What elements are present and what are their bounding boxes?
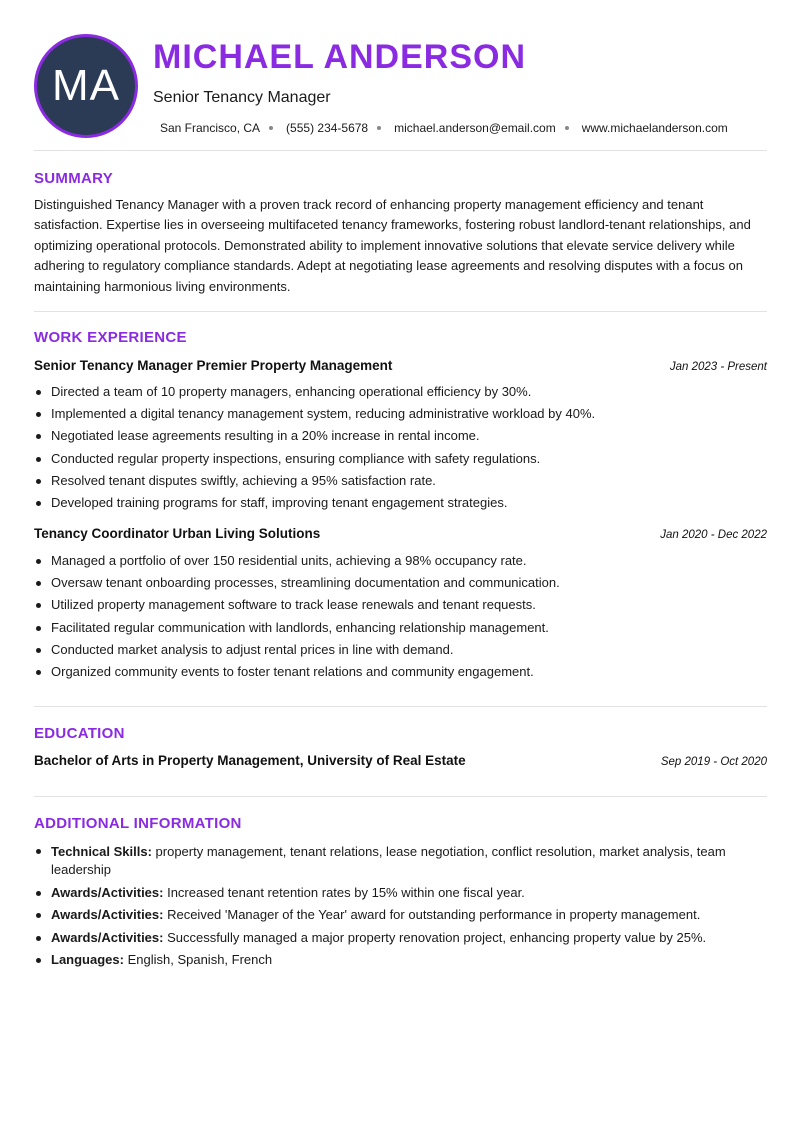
item-label: Awards/Activities: [51,885,164,901]
list-item: Managed a portfolio of over 150 residential units, achieving a 98% occupancy rate. [34,553,767,569]
item-text: Received 'Manager of the Year' award for outstanding performance in property management. [163,907,701,923]
item-text: Successfully managed a major property renovation project, enhancing property value by 25%. [163,929,707,945]
contact-location: San Francisco, CA [160,121,261,135]
list-item: Resolved tenant disputes swiftly, achieving a 95% satisfaction rate. [34,473,767,489]
divider [34,796,767,797]
job-title: Senior Tenancy Manager [153,89,331,106]
education-dates: Sep 2019 - Oct 2020 [660,756,767,768]
candidate-name: MICHAEL ANDERSON [153,38,527,76]
contact-info [160,121,728,135]
avatar: MA [34,34,138,138]
section-title-additional: ADDITIONAL INFORMATION [34,815,242,832]
separator-dot [377,126,381,130]
list-item: Facilitated regular communication with landlords, enhancing relationship management. [34,620,767,636]
divider [34,150,767,151]
section-title-summary: SUMMARY [34,170,114,187]
contact-phone: (555) 234-5678 [286,121,369,135]
list-item: Conducted regular property inspections, ensuring compliance with safety regulations. [34,451,767,467]
list-item [34,907,767,923]
section-title-experience: WORK EXPERIENCE [34,329,187,346]
section-title-education: EDUCATION [34,725,125,742]
job-header [34,526,767,541]
item-text: property management, tenant relations, lease negotiation, conflict resolution, market analysis, team leadership [51,844,726,877]
job-header [34,358,767,373]
divider [34,706,767,707]
item-label: Languages: [51,951,124,967]
item-label: Technical Skills: [51,844,152,859]
list-item: Developed training programs for staff, improving tenant engagement strategies. [34,495,767,511]
item-text: Increased tenant retention rates by 15% within one fiscal year. [163,885,525,901]
education-entry [34,753,767,768]
list-item [34,885,767,901]
item-label: Awards/Activities: [51,907,164,923]
list-item: Organized community events to foster tenant relations and community engagement. [34,664,767,680]
list-item: Implemented a digital tenancy management system, reducing administrative workload by 40%. [34,406,767,422]
summary-text: Distinguished Tenancy Manager with a proven track record of enhancing property management efficiency and tenant satisfaction. Expertise lies in overseeing multifaceted tenancy frameworks, fostering robust landlord-tenant relationships, and optimizing operational protocols. Demonstrated ability to implement innovative solutions that elevate service delivery while adhering to regulatory compliance standards. Adept at negotiating lease agreements and resolving disputes with a focus on maintaining harmonious living environments. [34,197,751,294]
separator-dot [565,126,569,130]
list-item [34,843,767,879]
divider [34,311,767,312]
list-item: Directed a team of 10 property managers, enhancing operational efficiency by 30%. [34,384,767,400]
separator-dot [269,126,273,130]
job-bullets [34,553,767,686]
additional-info-list [34,843,767,974]
list-item: Conducted market analysis to adjust rental prices in line with demand. [34,642,767,658]
list-item: Oversaw tenant onboarding processes, streamlining documentation and communication. [34,575,767,591]
degree: Bachelor of Arts in Property Management, University of Real Estate [34,753,466,768]
job-bullets [34,384,767,517]
contact-website: www.michaelanderson.com [581,121,728,135]
job-dates: Jan 2020 - Dec 2022 [660,529,767,541]
list-item: Negotiated lease agreements resulting in a 20% increase in rental income. [34,428,767,444]
list-item [34,952,767,968]
resume-header [0,0,800,150]
contact-email: michael.anderson@email.com [394,121,556,135]
job-role-company: Senior Tenancy Manager Premier Property Management [34,358,393,373]
job-role-company: Tenancy Coordinator Urban Living Solutions [34,526,321,541]
item-text: English, Spanish, French [123,951,273,967]
item-label: Awards/Activities: [51,929,164,945]
job-dates: Jan 2023 - Present [669,361,767,373]
list-item: Utilized property management software to track lease renewals and tenant requests. [34,597,767,613]
list-item [34,930,767,946]
